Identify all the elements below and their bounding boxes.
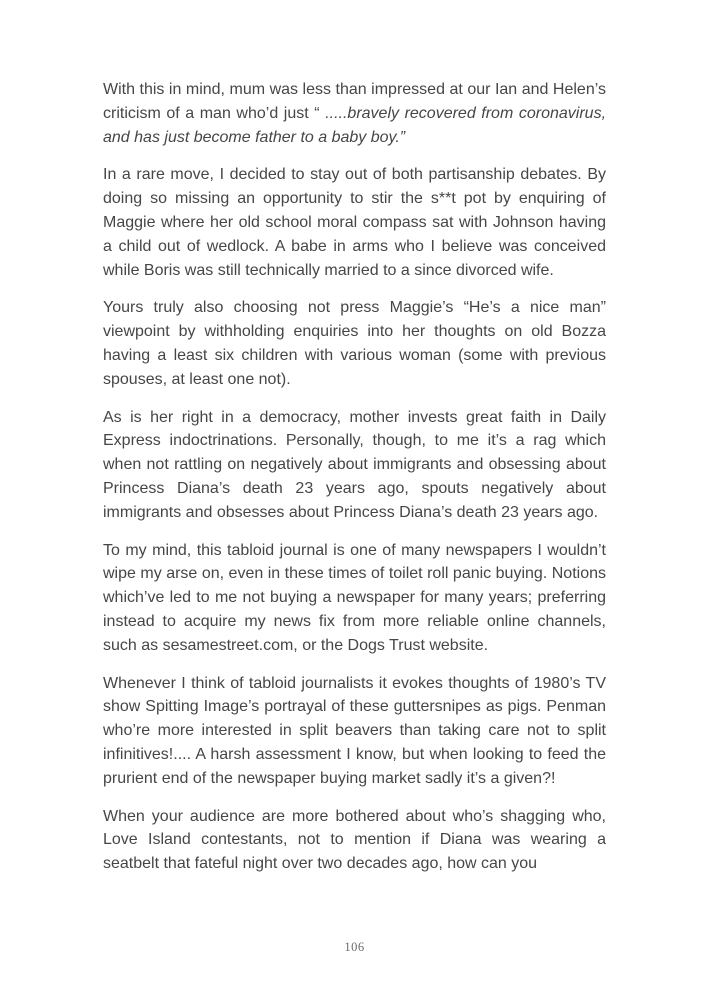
paragraph-2: In a rare move, I decided to stay out of both partisanship debates. By doing so missing an opportunity to stir the s**t pot by enquiring of Maggie where her old school moral compass sat with Johnson having a child out of wedlock. A babe in arms who I believe was conceived while Boris was still technically married to a since divorced wife. <box>103 166 606 279</box>
page-body-text <box>103 78 606 890</box>
paragraph-7: When your audience are more bothered about who’s shagging who, Love Island contestants, not to mention if Diana was wearing a seatbelt that fateful night over two decades ago, how can you <box>103 807 606 873</box>
paragraph-1-regular-text: With this in mind, mum was less than impressed at our Ian and Helen’s criticism of a man who’d just “ <box>103 81 606 122</box>
paragraph-1 <box>103 78 606 149</box>
paragraph-6: Whenever I think of tabloid journalists it evokes thoughts of 1980’s TV show Spitting Image’s portrayal of these guttersnipes as pigs. Penman who’re more interested in split beavers than taking care not to split infinitives!.... A harsh assessment I know, but when looking to feed the prurient end of the newspaper buying market sadly it’s a given?! <box>103 674 606 787</box>
paragraph-5: To my mind, this tabloid journal is one of many newspapers I wouldn’t wipe my arse on, even in these times of toilet roll panic buying. Notions which’ve led to me not buying a newspaper for many years; preferring instead to acquire my news fix from more reliable online channels, such as sesamestreet.com, or the Dogs Trust website. <box>103 541 606 654</box>
paragraph-4: As is her right in a democracy, mother invests great faith in Daily Express indoctrinations. Personally, though, to me it’s a rag which when not rattling on negatively about immigrants and obsessing about Princess Diana’s death 23 years ago, spouts negatively about immigrants and obsesses about Princess Diana’s death 23 years ago. <box>103 408 606 521</box>
paragraph-3: Yours truly also choosing not press Maggie’s “He’s a nice man” viewpoint by withholding enquiries into her thoughts on old Bozza having a least six children with various woman (some with previous spouses, at least one not). <box>103 299 606 388</box>
paragraph-1-italic-quote: .....bravely recovered from coronavirus, and has just become father to a baby boy.” <box>103 104 607 146</box>
page-number: 106 <box>344 940 365 954</box>
